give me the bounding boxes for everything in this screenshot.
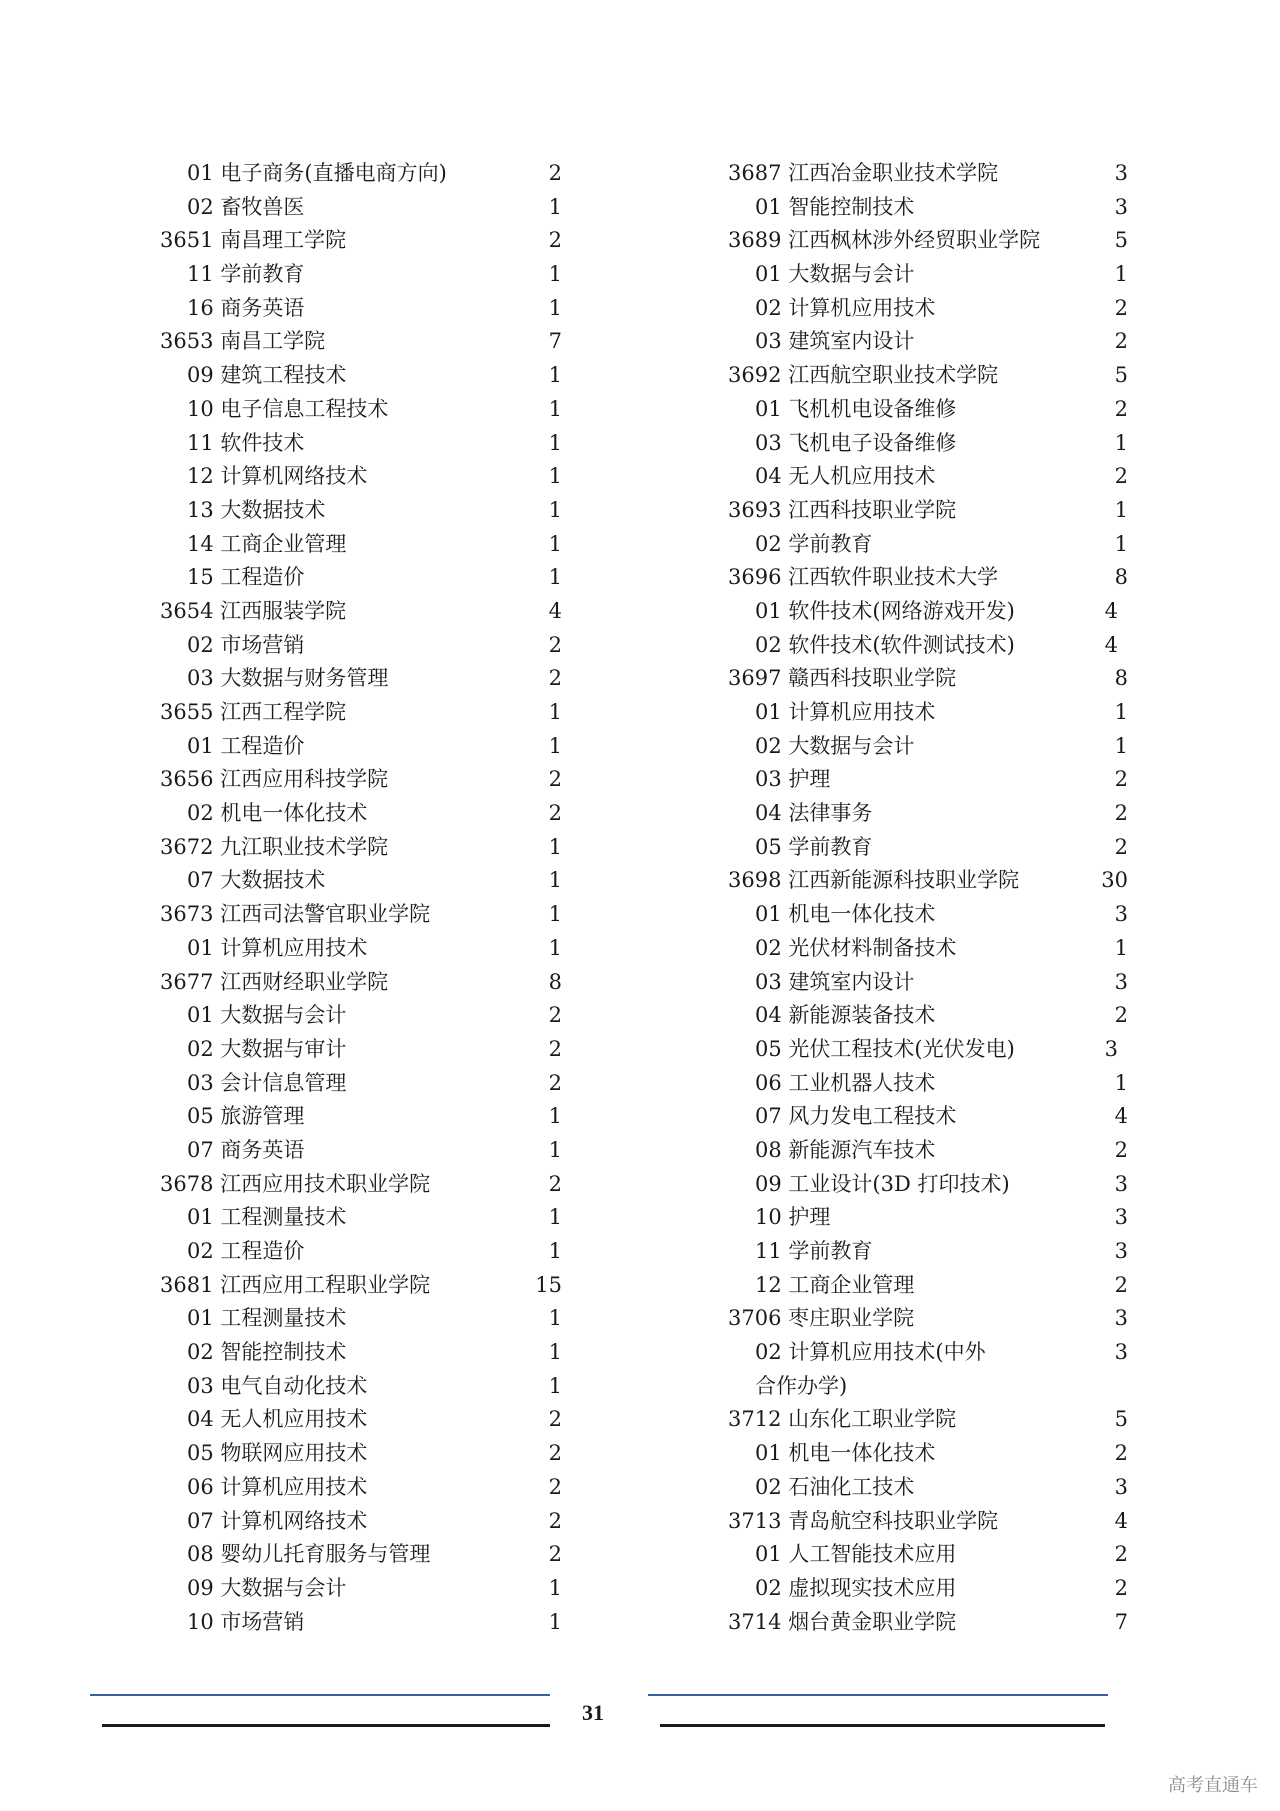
major-name: 02 计算机应用技术 [755, 295, 936, 320]
school-row [160, 966, 562, 1000]
major-row [728, 1067, 1128, 1101]
major-name: 10 市场营销 [187, 1609, 305, 1634]
major-row [728, 528, 1128, 562]
enrollment-count: 4 [1114, 1508, 1128, 1533]
major-name: 13 大数据技术 [187, 497, 326, 522]
enrollment-count: 3 [1114, 1239, 1128, 1263]
major-name: 04 无人机应用技术 [187, 1407, 368, 1432]
major-row [728, 629, 1128, 663]
enrollment-count: 2 [1114, 1137, 1128, 1162]
major-name: 02 光伏材料制备技术 [755, 935, 957, 960]
school-name: 3678 江西应用技术职业学院 [160, 1171, 431, 1196]
school-row [160, 595, 562, 629]
enrollment-count: 1 [1114, 497, 1128, 522]
major-row [160, 460, 562, 494]
major-name: 03 建筑室内设计 [755, 969, 915, 994]
major-row [160, 359, 562, 393]
major-name: 02 软件技术(软件测试技术) [755, 632, 1015, 657]
enrollment-count: 3 [1114, 902, 1128, 927]
major-name: 09 建筑工程技术 [187, 363, 347, 388]
major-row [160, 157, 562, 191]
enrollment-count: 2 [548, 1171, 562, 1196]
enrollment-count: 8 [1114, 666, 1128, 691]
major-name: 01 电子商务(直播电商方向) [187, 161, 447, 185]
major-row [728, 966, 1128, 1000]
major-row [728, 1235, 1128, 1269]
major-name: 02 虚拟现实技术应用 [755, 1575, 957, 1600]
school-row [160, 696, 562, 730]
major-row [160, 393, 562, 427]
enrollment-count: 5 [1114, 228, 1128, 253]
enrollment-count: 3 [1114, 1171, 1128, 1196]
major-row [728, 898, 1128, 932]
enrollment-count: 30 [1101, 868, 1128, 893]
footer-rule-top-right [648, 1694, 1108, 1696]
major-name: 01 大数据与会计 [187, 1003, 347, 1028]
enrollment-count: 1 [548, 363, 562, 388]
major-row [160, 1201, 562, 1235]
enrollment-count: 1 [1114, 733, 1128, 758]
school-name: 3706 枣庄职业学院 [728, 1306, 915, 1331]
major-name: 01 飞机机电设备维修 [755, 396, 957, 421]
major-row [728, 1201, 1128, 1235]
major-name: 07 计算机网络技术 [187, 1508, 368, 1533]
enrollment-count: 15 [535, 1272, 562, 1297]
major-row [160, 797, 562, 831]
major-name: 07 商务英语 [187, 1137, 305, 1162]
enrollment-count: 5 [1114, 363, 1128, 388]
school-row [160, 325, 562, 359]
major-row [160, 1471, 562, 1505]
school-row [728, 864, 1128, 898]
watermark-text: 高考直通车 [1168, 1775, 1258, 1796]
major-name: 01 人工智能技术应用 [755, 1542, 957, 1567]
major-name: 09 工业设计(3D 打印技术) [755, 1171, 1010, 1196]
major-row [160, 1403, 562, 1437]
major-row [728, 595, 1128, 629]
school-row [728, 1606, 1128, 1640]
major-row [160, 1437, 562, 1471]
major-name: 11 软件技术 [187, 430, 305, 455]
enrollment-count: 1 [548, 531, 562, 556]
enrollment-count: 1 [548, 1239, 562, 1263]
school-name: 3713 青岛航空科技职业学院 [728, 1508, 999, 1533]
enrollment-count: 3 [1114, 1306, 1128, 1331]
enrollment-count: 2 [548, 632, 562, 657]
enrollment-count: 1 [548, 1205, 562, 1230]
major-name: 10 电子信息工程技术 [187, 396, 389, 421]
major-name: 03 大数据与财务管理 [187, 666, 389, 691]
major-row [160, 1033, 562, 1067]
enrollment-count: 1 [548, 194, 562, 219]
enrollment-count: 1 [548, 868, 562, 893]
enrollment-count: 1 [1114, 531, 1128, 556]
major-name: 08 婴幼儿托育服务与管理 [187, 1542, 431, 1567]
major-name: 16 商务英语 [187, 295, 305, 320]
major-row [728, 258, 1128, 292]
enrollment-count: 2 [548, 1441, 562, 1466]
major-name: 01 工程造价 [187, 733, 305, 758]
school-row [160, 1269, 562, 1303]
enrollment-count: 4 [548, 598, 562, 623]
school-row [728, 359, 1128, 393]
enrollment-count: 1 [548, 700, 562, 724]
school-row [728, 224, 1128, 258]
footer-rule-bottom-right [660, 1724, 1105, 1727]
school-name: 3714 烟台黄金职业学院 [728, 1609, 957, 1634]
major-name: 02 计算机应用技术(中外合作办学) [755, 1340, 986, 1398]
enrollment-count: 7 [548, 329, 562, 354]
enrollment-count: 2 [548, 801, 562, 826]
enrollment-count: 2 [1114, 1272, 1128, 1297]
major-row [160, 258, 562, 292]
major-name: 01 机电一体化技术 [755, 1441, 936, 1466]
enrollment-count: 1 [548, 834, 562, 859]
major-name: 08 新能源汽车技术 [755, 1137, 936, 1162]
major-name: 06 工业机器人技术 [755, 1070, 936, 1095]
enrollment-count: 4 [1104, 598, 1118, 623]
major-row [160, 1606, 562, 1640]
major-name: 05 物联网应用技术 [187, 1441, 368, 1466]
school-name: 3689 江西枫林涉外经贸职业学院 [728, 228, 1041, 253]
enrollment-count: 3 [1114, 161, 1128, 185]
major-row [160, 999, 562, 1033]
footer-rule-bottom-left [102, 1724, 550, 1727]
enrollment-count: 4 [1114, 1104, 1128, 1129]
major-name: 03 护理 [755, 767, 831, 792]
major-name: 11 学前教育 [187, 262, 305, 287]
major-row [728, 696, 1128, 730]
enrollment-count: 1 [548, 262, 562, 287]
major-name: 12 工商企业管理 [755, 1272, 915, 1297]
major-row [728, 831, 1128, 865]
enrollment-count: 2 [548, 161, 562, 185]
major-row [728, 1471, 1128, 1505]
page-number: 31 [582, 1700, 604, 1725]
school-name: 3672 九江职业技术学院 [160, 834, 389, 859]
school-name: 3677 江西财经职业学院 [160, 969, 389, 994]
enrollment-count: 1 [548, 935, 562, 960]
enrollment-count: 1 [1114, 1070, 1128, 1095]
school-name: 3655 江西工程学院 [160, 700, 347, 724]
enrollment-count: 2 [1114, 801, 1128, 826]
major-name: 01 软件技术(网络游戏开发) [755, 598, 1015, 623]
major-name: 07 大数据技术 [187, 868, 326, 893]
enrollment-count: 2 [548, 228, 562, 253]
major-name: 02 石油化工技术 [755, 1474, 915, 1499]
major-name: 03 电气自动化技术 [187, 1373, 368, 1398]
major-name: 04 法律事务 [755, 801, 873, 826]
enrollment-count: 2 [1114, 1542, 1128, 1567]
school-name: 3654 江西服装学院 [160, 598, 347, 623]
major-row [160, 427, 562, 461]
enrollment-count: 1 [548, 1575, 562, 1600]
enrollment-count: 3 [1114, 1340, 1128, 1365]
enrollment-count: 2 [548, 1407, 562, 1432]
enrollment-count: 2 [1114, 329, 1128, 354]
enrollment-count: 2 [1114, 396, 1128, 421]
school-name: 3656 江西应用科技学院 [160, 767, 389, 792]
major-name: 11 学前教育 [755, 1239, 873, 1263]
major-row [160, 191, 562, 225]
enrollment-count: 1 [548, 497, 562, 522]
major-row [160, 561, 562, 595]
major-row [160, 730, 562, 764]
school-row [160, 831, 562, 865]
enrollment-count: 1 [548, 733, 562, 758]
major-row [160, 292, 562, 326]
school-name: 3696 江西软件职业技术大学 [728, 565, 999, 590]
enrollment-count: 1 [548, 902, 562, 927]
major-row [728, 1572, 1128, 1606]
school-name: 3687 江西冶金职业技术学院 [728, 161, 999, 185]
school-name: 3673 江西司法警官职业学院 [160, 902, 431, 927]
major-name: 05 光伏工程技术(光伏发电) [755, 1036, 1015, 1061]
major-name: 02 机电一体化技术 [187, 801, 368, 826]
major-name: 02 市场营销 [187, 632, 305, 657]
major-row [728, 797, 1128, 831]
enrollment-count: 1 [548, 396, 562, 421]
school-name: 3651 南昌理工学院 [160, 228, 347, 253]
enrollment-count: 4 [1104, 632, 1118, 657]
enrollment-count: 1 [1114, 935, 1128, 960]
enrollment-count: 2 [548, 1036, 562, 1061]
enrollment-count: 8 [548, 969, 562, 994]
enrollment-count: 5 [1114, 1407, 1128, 1432]
major-name: 03 建筑室内设计 [755, 329, 915, 354]
major-row [728, 1033, 1128, 1067]
school-row [728, 1505, 1128, 1539]
enrollment-count: 2 [1114, 1441, 1128, 1466]
enrollment-count: 2 [548, 1474, 562, 1499]
major-row [160, 864, 562, 898]
enrollment-count: 2 [1114, 834, 1128, 859]
enrollment-count: 1 [548, 1137, 562, 1162]
enrollment-count: 1 [548, 1104, 562, 1129]
footer-rule-top-left [90, 1694, 550, 1696]
enrollment-count: 2 [548, 666, 562, 691]
school-row [160, 763, 562, 797]
right-column [728, 157, 1128, 1639]
major-row [160, 932, 562, 966]
enrollment-count: 3 [1104, 1036, 1118, 1061]
major-row [728, 325, 1128, 359]
major-row [728, 1168, 1128, 1202]
major-row [160, 528, 562, 562]
major-name: 06 计算机应用技术 [187, 1474, 368, 1499]
major-name: 05 学前教育 [755, 834, 873, 859]
enrollment-count: 1 [548, 430, 562, 455]
major-name: 02 工程造价 [187, 1239, 305, 1263]
school-row [728, 157, 1128, 191]
enrollment-count: 2 [1114, 767, 1128, 792]
enrollment-count: 2 [548, 1070, 562, 1095]
school-row [728, 662, 1128, 696]
school-name: 3692 江西航空职业技术学院 [728, 363, 999, 388]
enrollment-count: 2 [548, 1508, 562, 1533]
school-row [160, 1168, 562, 1202]
major-row [728, 1336, 1128, 1403]
major-name: 12 计算机网络技术 [187, 464, 368, 489]
major-name: 02 智能控制技术 [187, 1340, 347, 1365]
enrollment-count: 3 [1114, 969, 1128, 994]
enrollment-count: 2 [548, 1003, 562, 1028]
enrollment-count: 3 [1114, 194, 1128, 219]
school-name: 3697 赣西科技职业学院 [728, 666, 957, 691]
major-row [728, 730, 1128, 764]
enrollment-count: 1 [548, 565, 562, 590]
enrollment-count: 7 [1114, 1609, 1128, 1634]
major-row [160, 1134, 562, 1168]
enrollment-count: 2 [1114, 295, 1128, 320]
school-row [728, 1403, 1128, 1437]
enrollment-count: 1 [548, 1340, 562, 1365]
major-name: 01 计算机应用技术 [755, 700, 936, 724]
major-name: 02 大数据与审计 [187, 1036, 347, 1061]
major-row [160, 662, 562, 696]
enrollment-count: 1 [548, 1373, 562, 1398]
major-row [728, 1269, 1128, 1303]
enrollment-count: 2 [548, 767, 562, 792]
major-row [160, 1100, 562, 1134]
major-row [728, 1538, 1128, 1572]
school-name: 3712 山东化工职业学院 [728, 1407, 957, 1432]
enrollment-count: 3 [1114, 1474, 1128, 1499]
enrollment-count: 1 [548, 295, 562, 320]
major-row [728, 1100, 1128, 1134]
major-row [728, 1134, 1128, 1168]
major-name: 01 智能控制技术 [755, 194, 915, 219]
major-row [728, 427, 1128, 461]
enrollment-count: 8 [1114, 565, 1128, 590]
enrollment-count: 2 [1114, 464, 1128, 489]
major-name: 15 工程造价 [187, 565, 305, 590]
major-name: 07 风力发电工程技术 [755, 1104, 957, 1129]
enrollment-count: 1 [548, 464, 562, 489]
enrollment-count: 3 [1114, 1205, 1128, 1230]
major-row [728, 292, 1128, 326]
enrollment-count: 1 [1114, 430, 1128, 455]
major-row [160, 629, 562, 663]
enrollment-count: 1 [1114, 700, 1128, 724]
major-name: 02 大数据与会计 [755, 733, 915, 758]
major-row [728, 393, 1128, 427]
major-name: 01 计算机应用技术 [187, 935, 368, 960]
major-row [160, 1302, 562, 1336]
school-row [160, 898, 562, 932]
major-row [728, 191, 1128, 225]
school-name: 3681 江西应用工程职业学院 [160, 1272, 431, 1297]
major-name: 01 工程测量技术 [187, 1306, 347, 1331]
major-name: 04 新能源装备技术 [755, 1003, 936, 1028]
major-row [728, 999, 1128, 1033]
major-name: 01 机电一体化技术 [755, 902, 936, 927]
enrollment-count: 1 [548, 1609, 562, 1634]
major-name: 14 工商企业管理 [187, 531, 347, 556]
major-row [160, 1067, 562, 1101]
major-row [160, 494, 562, 528]
major-row [728, 460, 1128, 494]
left-column [160, 157, 562, 1639]
major-name: 04 无人机应用技术 [755, 464, 936, 489]
major-row [160, 1572, 562, 1606]
major-name: 01 大数据与会计 [755, 262, 915, 287]
major-row [728, 763, 1128, 797]
enrollment-count: 1 [548, 1306, 562, 1331]
school-name: 3653 南昌工学院 [160, 329, 326, 354]
major-row [160, 1505, 562, 1539]
major-row [728, 932, 1128, 966]
enrollment-count: 2 [1114, 1003, 1128, 1028]
school-row [728, 494, 1128, 528]
school-row [728, 561, 1128, 595]
enrollment-count: 1 [1114, 262, 1128, 287]
major-name: 02 学前教育 [755, 531, 873, 556]
major-row [728, 1437, 1128, 1471]
major-row [160, 1538, 562, 1572]
school-row [728, 1302, 1128, 1336]
school-row [160, 224, 562, 258]
major-name: 03 会计信息管理 [187, 1070, 347, 1095]
enrollment-count: 2 [548, 1542, 562, 1567]
major-name: 09 大数据与会计 [187, 1575, 347, 1600]
major-name: 02 畜牧兽医 [187, 194, 305, 219]
major-name: 03 飞机电子设备维修 [755, 430, 957, 455]
major-name: 10 护理 [755, 1205, 831, 1230]
enrollment-count: 2 [1114, 1575, 1128, 1600]
school-name: 3693 江西科技职业学院 [728, 497, 957, 522]
major-row [160, 1370, 562, 1404]
school-name: 3698 江西新能源科技职业学院 [728, 868, 1020, 893]
major-row [160, 1336, 562, 1370]
major-name: 05 旅游管理 [187, 1104, 305, 1129]
major-row [160, 1235, 562, 1269]
major-name: 01 工程测量技术 [187, 1205, 347, 1230]
